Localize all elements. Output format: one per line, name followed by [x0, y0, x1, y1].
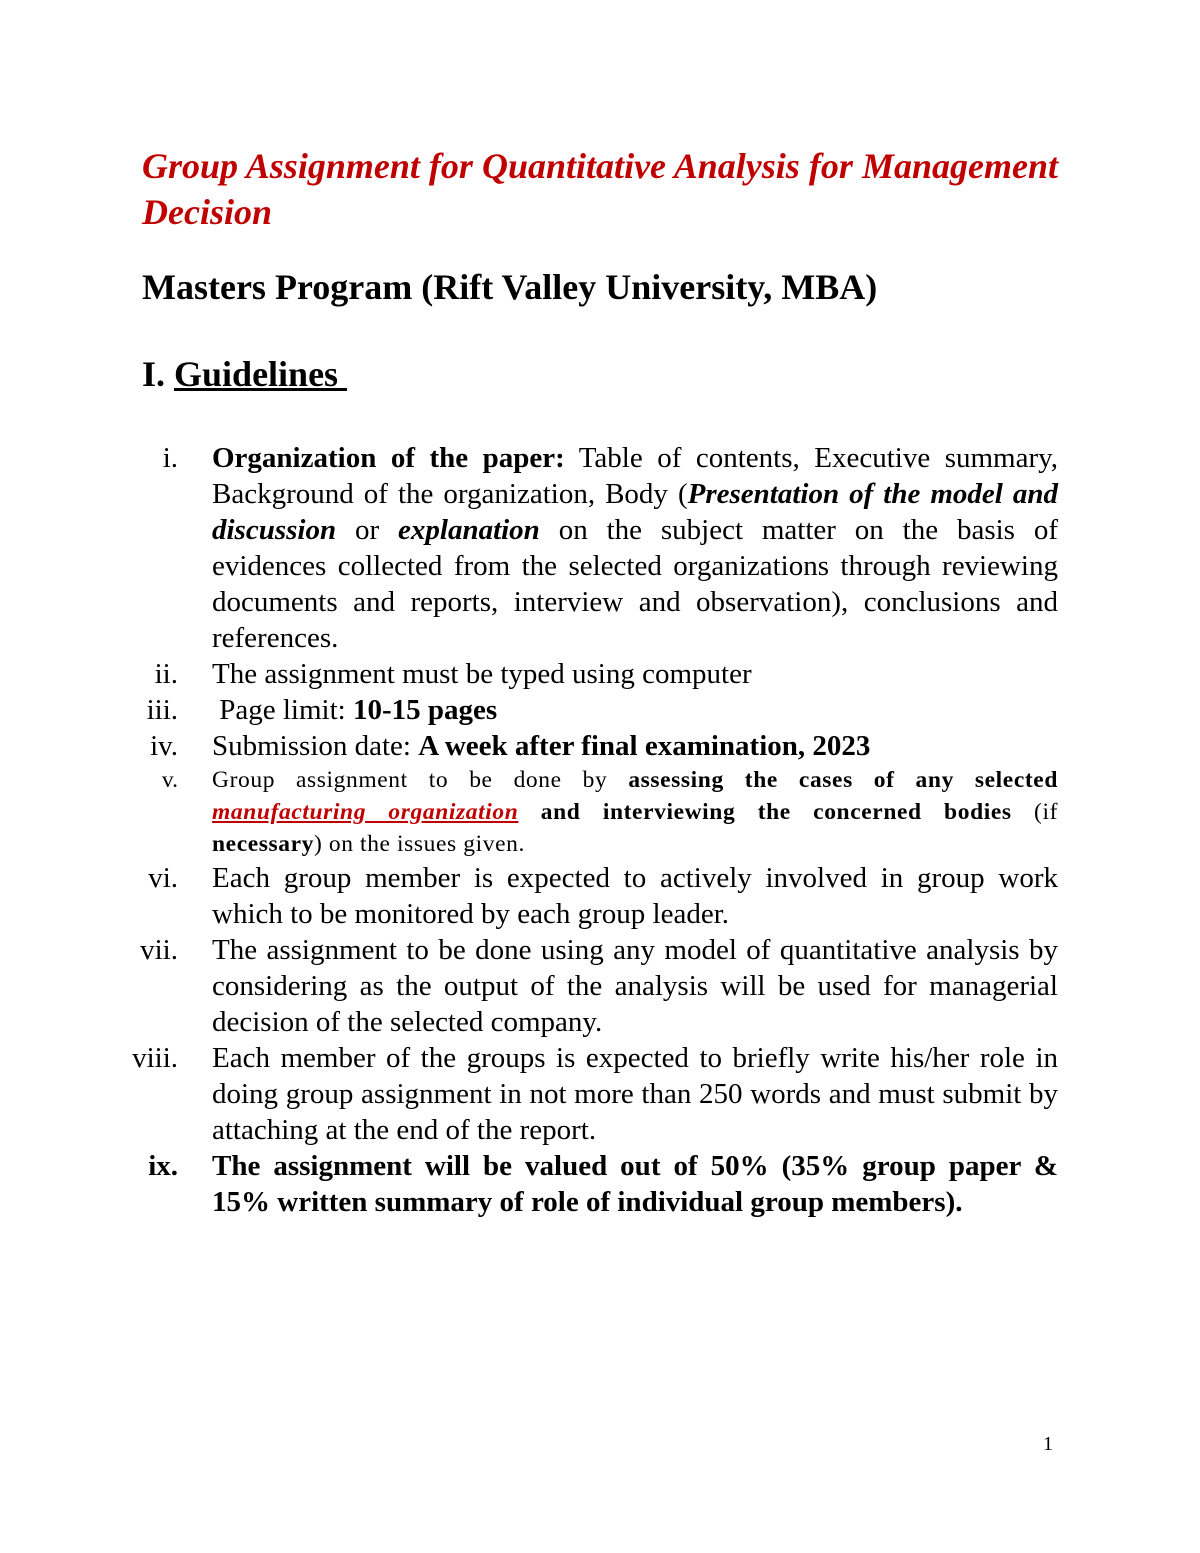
list-item-number: viii.	[132, 1042, 178, 1074]
list-item	[0, 932, 1200, 1040]
list-item-text: The assignment will be valued out of 50% (35% group paper & 15% written summary of role of individual group members).	[212, 1150, 1058, 1218]
list-item-number: vii.	[140, 934, 178, 966]
list-item	[0, 764, 1200, 860]
section-number: I.	[142, 354, 166, 394]
section-heading-text: Guidelines	[174, 354, 339, 394]
list-item	[0, 692, 1200, 728]
list-item	[0, 440, 1200, 656]
list-item-text: Organization of the paper: Table of contents, Executive summary, Background of the organization, Body (Presentation of the model and discussion or explanation on the subject matter on the basis of evidences collected from the selected organizations through reviewing documents and reports, interview and observation), conclusions and references.	[212, 442, 1059, 654]
section-heading	[142, 352, 347, 396]
list-item-text: Page limit: 10-15 pages	[212, 694, 498, 726]
emphasis-text: Presentation of the model and discussion	[212, 478, 1059, 546]
list-item-number: iv.	[150, 730, 178, 762]
list-item	[0, 1040, 1200, 1148]
list-item-text: Submission date: A week after final examination, 2023	[212, 730, 871, 762]
list-item-text: The assignment must be typed using computer	[212, 658, 752, 690]
list-item-number: iii.	[146, 694, 178, 726]
guidelines-list	[0, 440, 1200, 1220]
page-number: 1	[1043, 1433, 1053, 1455]
list-item-number: v.	[161, 767, 178, 793]
list-item-number: i.	[162, 442, 178, 474]
highlighted-term: manufacturing organization	[212, 799, 519, 825]
list-item-number: ix.	[148, 1150, 178, 1182]
program-subtitle: Masters Program (Rift Valley University, MBA)	[142, 267, 878, 307]
list-item-number: ii.	[154, 658, 178, 690]
list-item-text: The assignment to be done using any model of quantitative analysis by considering as the output of the analysis will be used for managerial decision of the selected company.	[212, 934, 1058, 1038]
list-item	[0, 656, 1200, 692]
list-item-text: Each group member is expected to actively involved in group work which to be monitored by each group leader.	[212, 862, 1058, 930]
item-label: Organization of the paper:	[212, 442, 565, 474]
list-item-text: Each member of the groups is expected to briefly write his/her role in doing group assignment in not more than 250 words and must submit by attaching at the end of the report.	[212, 1042, 1058, 1146]
list-item	[0, 860, 1200, 932]
list-item	[0, 728, 1200, 764]
document-title: Group Assignment for Quantitative Analysis for Management Decision	[142, 146, 1058, 232]
emphasis-text: explanation	[398, 514, 540, 546]
list-item	[0, 1148, 1200, 1220]
list-item-text: Group assignment to be done by assessing the cases of any selected manufacturing organization and interviewing the concerned bodies (if necessary) on the issues given.	[212, 767, 1058, 857]
list-item-number: vi.	[148, 862, 178, 894]
